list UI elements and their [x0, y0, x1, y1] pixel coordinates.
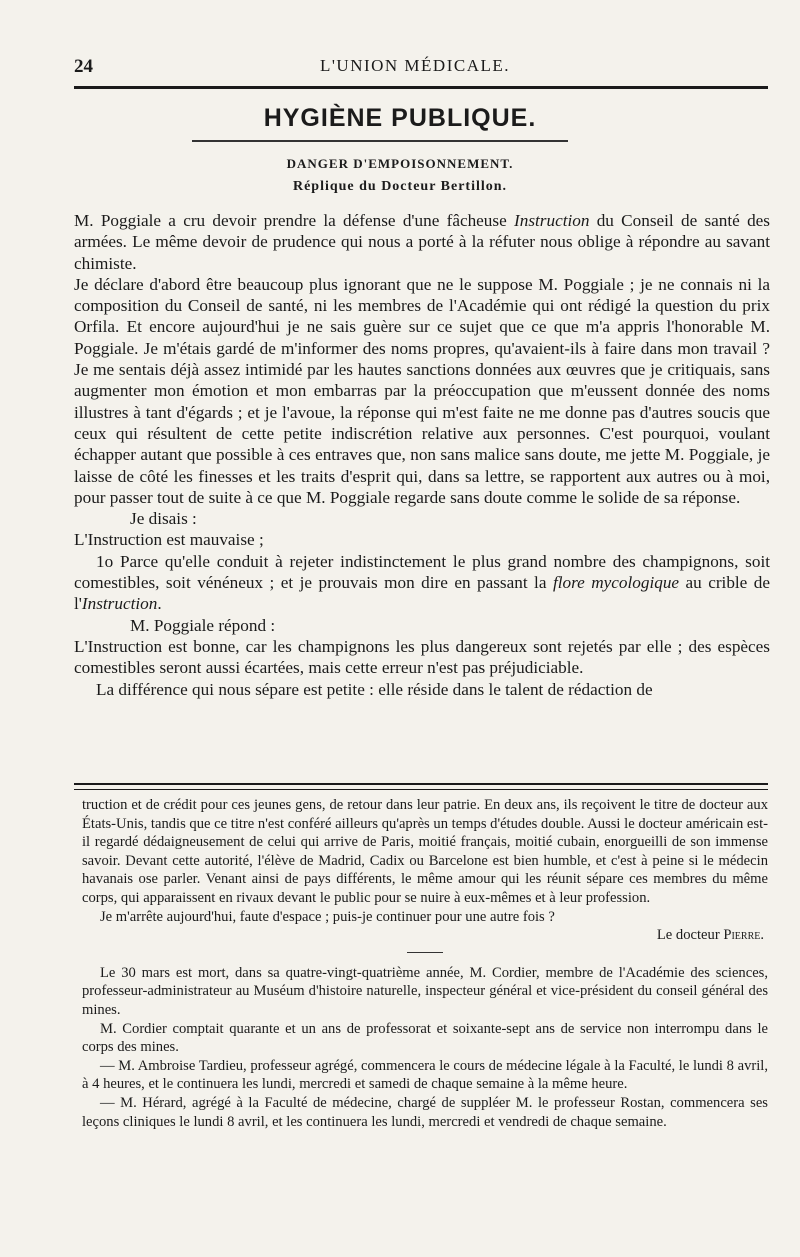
- section-subtitle: DANGER D'EMPOISONNEMENT.: [286, 156, 514, 171]
- note-paragraph-2: Je m'arrête aujourd'hui, faute d'espace ; puis-je continuer pour une autre fois ?: [100, 908, 555, 925]
- title-underline: [192, 140, 568, 142]
- paragraph-1: [74, 210, 770, 274]
- text-run: M. Poggiale a cru devoir prendre la défense d'une fâcheuse: [74, 211, 514, 230]
- paragraph-3: Je disais :: [130, 509, 197, 529]
- paragraph-7: L'Instruction est bonne, car les champignons les plus dangereux sont rejetés par elle ; des espèces comestibles seront aussi écartées, mais cette erreur n'est pas préjudiciable.: [74, 636, 770, 678]
- text-run: du Conseil de santé des armées. Le même devoir de prudence qui nous a porté à la réfuter nous oblige à répondre au savant chimiste.: [74, 211, 770, 273]
- paragraph-6: M. Poggiale répond :: [130, 615, 276, 635]
- news-item-cordier: Le 30 mars est mort, dans sa quatre-vingt-quatrième année, M. Cordier, membre de l'Académie des sciences, professeur-administrateur au Muséum d'histoire naturelle, inspecteur général et vice-président du conseil général des mines.: [82, 964, 768, 1018]
- news-item-herard: — M. Hérard, agrégé à la Faculté de médecine, chargé de suppléer M. le professeur Rostan, commencera ses leçons cliniques le lundi 8 avril, et les continuera les lundi, mercredi et vendredi de chaque semaine.: [82, 1094, 768, 1130]
- article-body: [74, 210, 770, 700]
- notes-section: [82, 796, 768, 1131]
- header-rule: [74, 86, 768, 89]
- page-number: 24: [74, 56, 93, 77]
- italic-run: flore mycologique: [552, 573, 680, 593]
- paragraph-4: L'Instruction est mauvaise ;: [74, 530, 264, 550]
- section-byline: Réplique du Docteur Bertillon.: [292, 179, 508, 194]
- italic-run: Instruction: [514, 211, 590, 230]
- section-divider: [74, 783, 768, 790]
- text-run: 1o Parce qu'elle conduit à rejeter indistinctement le plus grand nombre des champignons, soit comestibles, soit vénéneux ; et je prouvais mon dire en passant la: [74, 551, 770, 593]
- signature-name: Pierre.: [723, 927, 764, 944]
- text-run: .: [157, 594, 162, 614]
- running-head: [70, 52, 760, 82]
- section-title: HYGIÈNE PUBLIQUE.: [263, 104, 537, 132]
- text-run: au crible de l': [74, 573, 770, 614]
- signature-prefix: Le docteur: [656, 927, 724, 944]
- short-divider: [407, 952, 443, 953]
- paragraph-5: [74, 551, 770, 615]
- paragraph-8: La différence qui nous sépare est petite : elle réside dans le talent de rédaction de: [96, 679, 653, 699]
- news-item-cordier-service: M. Cordier comptait quarante et un ans de professorat et soixante-sept ans de service non interrompu dans le corps des mines.: [82, 1020, 768, 1056]
- italic-run: Instruction: [81, 594, 158, 614]
- author-signature: [82, 926, 768, 945]
- paragraph-2: Je déclare d'abord être beaucoup plus ignorant que ne le suppose M. Poggiale ; je ne connais ni la composition du Conseil de santé, ni les membres de l'Académie qui ont rédigé la question du prix Orfila. Et encore aujourd'hui je ne sais guère sur ce sujet que ce que m'a appris l'honorable M. Poggiale. Je m'étais gardé de m'informer des noms propres, qu'avaient-ils à faire dans mon travail ? Je me sentais déjà assez intimidé par les hautes sanctions données aux œuvres que je critiquais, sans augmenter mon émotion et mon embarras par la préoccupation que m'eussent donnée des noms illustres à tant d'égards ; et je l'avoue, la réponse qui m'est faite ne me donne pas d'autres soucis que ceux qui résultent de cette petite indiscrétion relative aux personnes. C'est pourquoi, voulant échapper autant que possible à ces entraves que, non sans malice sans doute, me jette M. Poggiale, je laisse de côté les finesses et les traits d'esprit qui, dans sa lettre, se rapportent aux autres ou à moi, pour passer tout de suite à ce que M. Poggiale regarde sans doute comme le solide de sa réponse.: [74, 274, 770, 507]
- journal-title: L'UNION MÉDICALE.: [319, 56, 511, 75]
- note-paragraph-1: truction et de crédit pour ces jeunes gens, de retour dans leur patrie. En deux ans, ils reçoivent le titre de docteur aux États-Unis, tandis que ce titre n'est conféré ailleurs qu'après un temps d'études double. Aussi le docteur américain est-il regardé dédaigneusement de celui qui arrive de Paris, moitié français, moitié cubain, enorgueilli de son immense savoir. Devant cette autorité, l'élève de Madrid, Cadix ou Barcelone est bien humble, et c'est à peine si le médecin havanais ose parler. Venant ainsi de pays différents, le même amour qui les réunit sépare ces membres du même corps, qui apparaissent en rivaux devant le public pour se nuire à eux-mêmes et à leur profession.: [82, 797, 768, 906]
- news-item-tardieu: — M. Ambroise Tardieu, professeur agrégé, commencera le cours de médecine légale à la Faculté, le lundi 8 avril, à 4 heures, et le continuera les lundi, mercredi et samedi de chaque semaine à la même heure.: [82, 1057, 768, 1093]
